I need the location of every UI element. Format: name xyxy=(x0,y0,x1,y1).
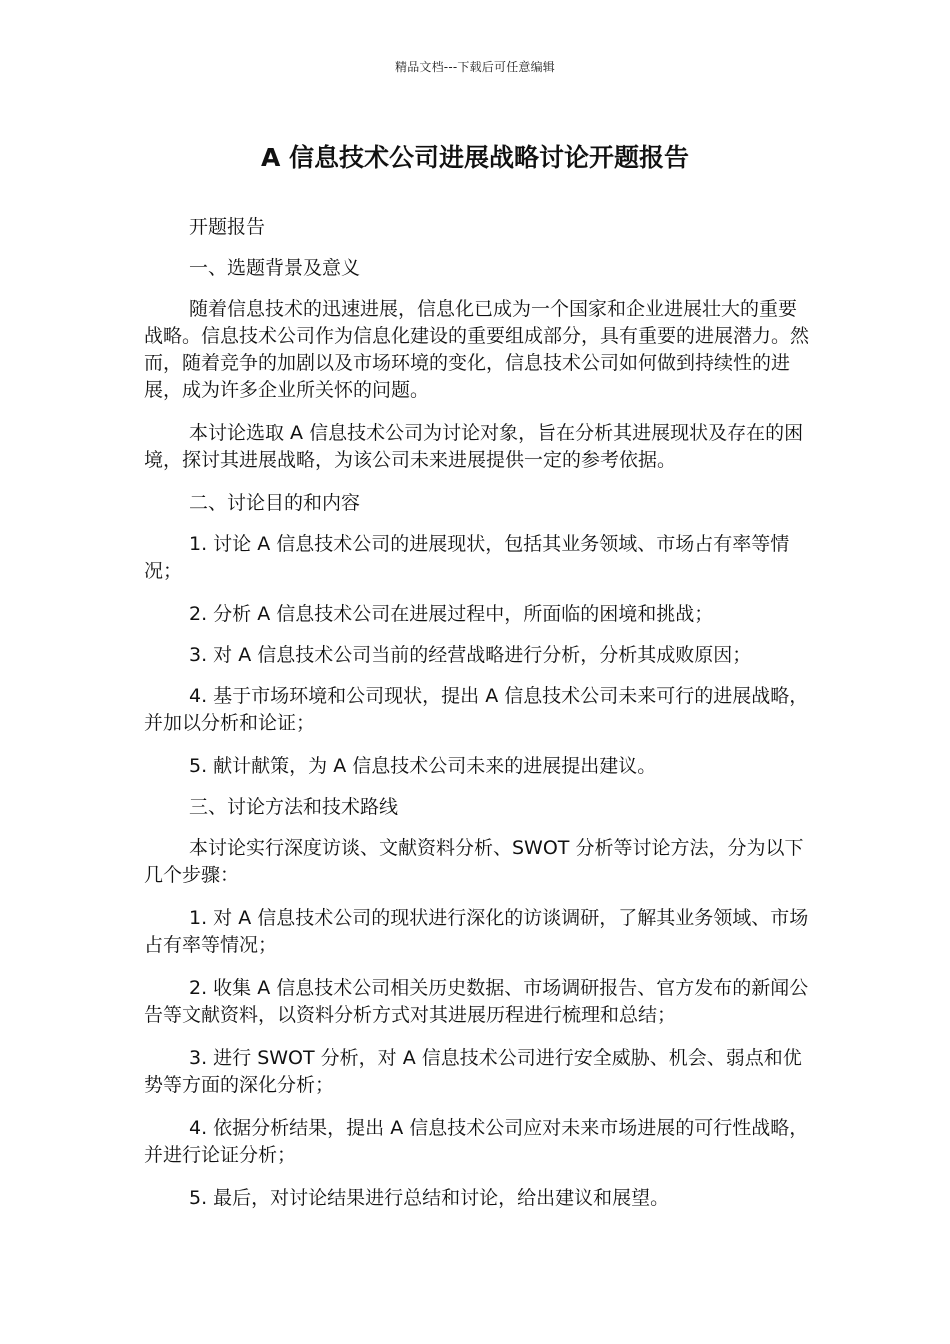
document-body xyxy=(144,214,814,1226)
list-item-method-2: 2. 收集 A 信息技术公司相关历史数据、市场调研报告、官方发布的新闻公告等文献资料，以资料分析方式对其进展历程进行梳理和总结； xyxy=(144,977,809,1026)
paragraph-methods-intro: 本讨论实行深度访谈、文献资料分析、SWOT 分析等讨论方法，分为以下几个步骤： xyxy=(144,837,804,886)
list-item-method-3: 3. 进行 SWOT 分析，对 A 信息技术公司进行安全威胁、机会、弱点和优势等方面的深化分析； xyxy=(144,1047,802,1096)
list-item-method-1: 1. 对 A 信息技术公司的现状进行深化的访谈调研，了解其业务领域、市场占有率等情况； xyxy=(144,907,809,956)
list-item-purpose-3: 3. 对 A 信息技术公司当前的经营战略进行分析，分析其成败原因； xyxy=(189,644,752,666)
list-item-method-4: 4. 依据分析结果，提出 A 信息技术公司应对未来市场进展的可行性战略，并进行论证分析； xyxy=(144,1117,809,1166)
section-heading-background: 一、选题背景及意义 xyxy=(189,257,361,279)
list-item-purpose-5: 5. 献计献策，为 A 信息技术公司未来的进展提出建议。 xyxy=(189,755,657,777)
paragraph-background-2: 本讨论选取 A 信息技术公司为讨论对象，旨在分析其进展现状及存在的困境，探讨其进展战略，为该公司未来进展提供一定的参考依据。 xyxy=(144,422,804,471)
list-item-purpose-4: 4. 基于市场环境和公司现状，提出 A 信息技术公司未来可行的进展战略，并加以分析和论证； xyxy=(144,685,809,734)
header-note: 精品文档---下载后可任意编辑 xyxy=(395,60,555,74)
paragraph-heading-report: 开题报告 xyxy=(189,216,266,238)
document-title: A 信息技术公司进展战略讨论开题报告 xyxy=(260,143,690,172)
paragraph-background-1: 随着信息技术的迅速进展，信息化已成为一个国家和企业进展壮大的重要战略。信息技术公司作为信息化建设的重要组成部分，具有重要的进展潜力。然而，随着竞争的加剧以及市场环境的变化，信息技术公司如何做到持续性的进展，成为许多企业所关怀的问题。 xyxy=(144,298,810,401)
section-heading-purpose: 二、讨论目的和内容 xyxy=(189,492,361,514)
list-item-purpose-1: 1. 讨论 A 信息技术公司的进展现状，包括其业务领域、市场占有率等情况； xyxy=(144,533,790,582)
list-item-purpose-2: 2. 分析 A 信息技术公司在进展过程中，所面临的困境和挑战； xyxy=(189,603,714,625)
list-item-method-5: 5. 最后，对讨论结果进行总结和讨论，给出建议和展望。 xyxy=(189,1187,670,1209)
section-heading-methods: 三、讨论方法和技术路线 xyxy=(189,796,399,818)
